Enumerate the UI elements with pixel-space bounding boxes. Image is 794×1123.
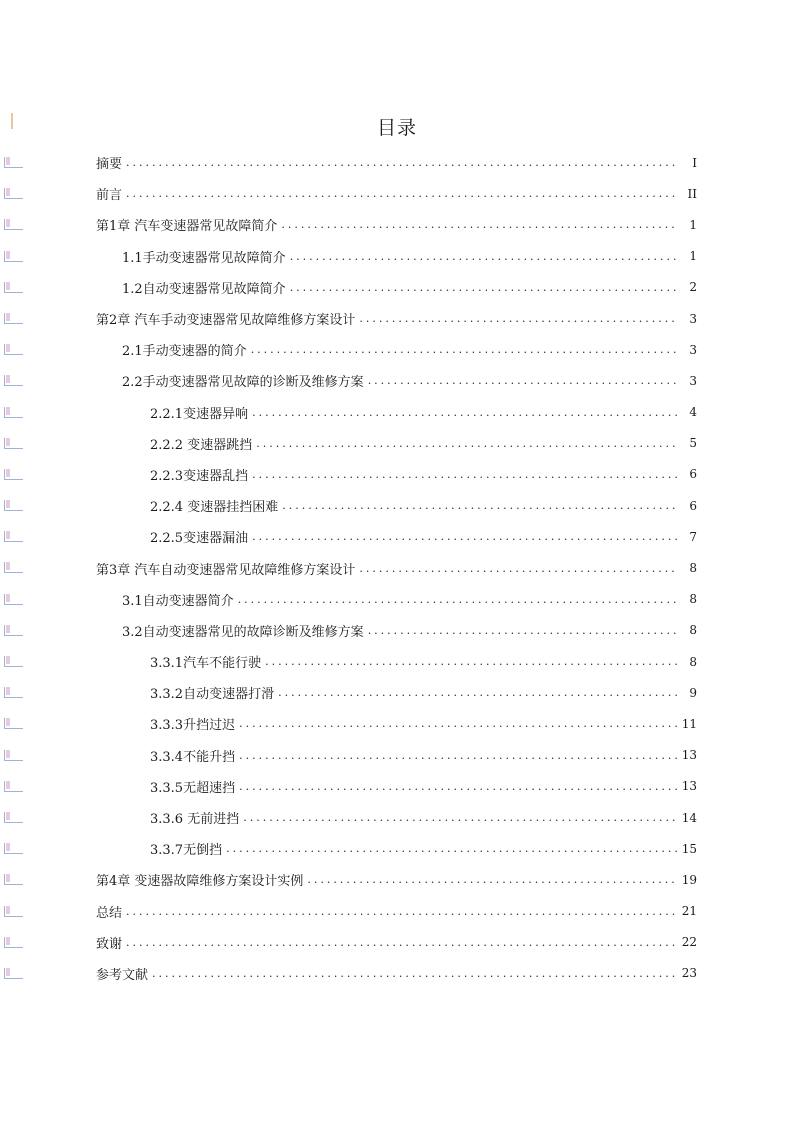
toc-leader-dots [126, 156, 677, 169]
toc-entry-label: 1.2自动变速器常见故障简介 [122, 281, 286, 297]
toc-entry[interactable] [0, 521, 794, 552]
toc-page-number: 7 [689, 529, 697, 544]
revision-marker-icon [4, 625, 23, 636]
toc-entry[interactable] [0, 209, 794, 240]
toc-entry-label: 第1章 汽车变速器常见故障简介 [96, 219, 278, 235]
revision-marker-icon [4, 531, 23, 542]
revision-marker-icon [4, 718, 23, 729]
revision-marker-icon [4, 687, 23, 698]
toc-entry[interactable] [0, 334, 794, 365]
toc-leader-dots [251, 343, 677, 356]
revision-marker-icon [4, 188, 23, 199]
toc-leader-dots [265, 655, 677, 668]
toc-page-number: 15 [681, 841, 697, 856]
revision-marker-icon [4, 469, 23, 480]
toc-leader-dots [368, 624, 677, 637]
toc-entry-label: 3.3.4不能升挡 [150, 749, 236, 765]
toc-entry[interactable] [0, 584, 794, 615]
toc-entry-label: 3.3.7无倒挡 [150, 843, 223, 859]
toc-page-number: 11 [681, 716, 697, 731]
toc-entry[interactable] [0, 708, 794, 739]
toc-entry-label: 2.2手动变速器常见故障的诊断及维修方案 [122, 375, 364, 391]
toc-leader-dots [307, 873, 677, 886]
toc-entry-label: 1.1手动变速器常见故障简介 [122, 250, 286, 266]
toc-page-number: 22 [681, 935, 697, 950]
toc-entry-label: 2.1手动变速器的简介 [122, 344, 247, 360]
toc-leader-dots [239, 780, 677, 793]
toc-entry[interactable] [0, 615, 794, 646]
toc-entry-label: 2.2.5变速器漏油 [150, 531, 249, 547]
toc-entry[interactable] [0, 147, 794, 178]
toc-leader-dots [290, 250, 677, 263]
toc-entry-label: 2.2.1变速器异响 [150, 406, 249, 422]
toc-entry-label: 前言 [96, 188, 123, 204]
toc-entry-label: 第2章 汽车手动变速器常见故障维修方案设计 [96, 313, 356, 329]
toc-entry[interactable] [0, 272, 794, 303]
toc-page-number: 5 [689, 436, 697, 451]
toc-entry[interactable] [0, 958, 794, 989]
revision-marker-icon [4, 438, 23, 449]
toc-leader-dots [281, 218, 677, 231]
toc-leader-dots [252, 468, 677, 481]
toc-entry[interactable] [0, 864, 794, 895]
toc-entry[interactable] [0, 802, 794, 833]
revision-marker-icon [4, 219, 23, 230]
revision-marker-icon [4, 968, 23, 979]
toc-page-number: 23 [681, 966, 697, 981]
toc-page-number: 2 [689, 280, 697, 295]
toc-page-number: 4 [689, 405, 697, 420]
revision-marker-icon [4, 282, 23, 293]
toc-leader-dots [282, 499, 677, 512]
toc-leader-dots [290, 281, 677, 294]
toc-page-number: 1 [689, 217, 697, 232]
toc-leader-dots [226, 842, 677, 855]
table-of-contents [0, 147, 794, 989]
toc-entry-label: 致谢 [96, 936, 123, 952]
revision-marker-icon [4, 874, 23, 885]
toc-page-number: 8 [689, 592, 697, 607]
revision-marker-icon [4, 781, 23, 792]
revision-marker-icon [4, 500, 23, 511]
toc-page-number: 8 [689, 623, 697, 638]
toc-entry[interactable] [0, 833, 794, 864]
toc-entry[interactable] [0, 740, 794, 771]
page-title: 目录 [376, 117, 417, 139]
revision-marker-icon [4, 407, 23, 418]
toc-entry[interactable] [0, 459, 794, 490]
toc-page-number: 3 [689, 311, 697, 326]
toc-leader-dots [368, 374, 677, 387]
toc-entry[interactable] [0, 646, 794, 677]
revision-marker-icon [4, 937, 23, 948]
revision-marker-icon [4, 344, 23, 355]
revision-marker-icon [4, 251, 23, 262]
toc-entry-label: 摘要 [96, 157, 123, 173]
revision-marker-icon [4, 594, 23, 605]
toc-page-number: II [687, 186, 697, 201]
toc-entry[interactable] [0, 896, 794, 927]
toc-leader-dots [252, 406, 677, 419]
toc-leader-dots [256, 437, 677, 450]
toc-entry-label: 2.2.3变速器乱挡 [150, 468, 249, 484]
toc-leader-dots [243, 811, 677, 824]
toc-entry[interactable] [0, 428, 794, 459]
toc-entry-label: 2.2.2 变速器跳挡 [150, 437, 253, 453]
revision-marker-icon [4, 562, 23, 573]
toc-leader-dots [126, 905, 677, 918]
toc-page-number: I [692, 155, 697, 170]
revision-marker-icon [4, 157, 23, 168]
toc-entry-label: 参考文献 [96, 967, 149, 983]
toc-entry-label: 3.1自动变速器简介 [122, 593, 234, 609]
toc-page-number: 3 [689, 342, 697, 357]
revision-marker-icon [4, 843, 23, 854]
toc-page-number: 21 [681, 904, 697, 919]
toc-leader-dots [252, 530, 677, 543]
toc-page-number: 14 [681, 810, 697, 825]
toc-entry-label: 3.3.5无超速挡 [150, 780, 236, 796]
toc-page-number: 1 [689, 249, 697, 264]
toc-entry[interactable] [0, 490, 794, 521]
toc-leader-dots [278, 686, 677, 699]
toc-leader-dots [238, 593, 677, 606]
toc-leader-dots [239, 749, 677, 762]
toc-leader-dots [152, 967, 677, 980]
toc-page-number: 8 [689, 561, 697, 576]
toc-leader-dots [359, 312, 677, 325]
toc-entry[interactable] [0, 397, 794, 428]
revision-marker-icon [4, 656, 23, 667]
toc-entry-label: 3.3.1汽车不能行驶 [150, 656, 262, 672]
toc-entry[interactable] [0, 552, 794, 583]
revision-marker-icon [4, 313, 23, 324]
toc-page-number: 9 [689, 685, 697, 700]
revision-marker-icon [4, 812, 23, 823]
toc-entry-label: 3.2自动变速器常见的故障诊断及维修方案 [122, 624, 364, 640]
toc-page-number: 6 [689, 498, 697, 513]
revision-marker-icon [4, 375, 23, 386]
toc-entry-label: 3.3.6 无前进挡 [150, 812, 240, 828]
toc-entry[interactable] [0, 303, 794, 334]
toc-entry[interactable] [0, 677, 794, 708]
toc-leader-dots [239, 717, 677, 730]
toc-page-number: 6 [689, 467, 697, 482]
toc-leader-dots [359, 562, 677, 575]
toc-page-number: 19 [681, 872, 697, 887]
toc-entry-label: 3.3.2自动变速器打滑 [150, 687, 275, 703]
toc-entry[interactable] [0, 927, 794, 958]
toc-entry-label: 3.3.3升挡过迟 [150, 718, 236, 734]
toc-page-number: 13 [681, 748, 697, 763]
revision-marker-icon [4, 750, 23, 761]
toc-entry[interactable] [0, 771, 794, 802]
toc-entry[interactable] [0, 241, 794, 272]
toc-entry-label: 总结 [96, 905, 123, 921]
toc-page-number: 13 [681, 779, 697, 794]
toc-page-number: 3 [689, 373, 697, 388]
toc-entry[interactable] [0, 365, 794, 396]
toc-entry-label: 第4章 变速器故障维修方案设计实例 [96, 874, 304, 890]
toc-entry[interactable] [0, 178, 794, 209]
toc-leader-dots [126, 187, 677, 200]
toc-page-number: 8 [689, 654, 697, 669]
toc-leader-dots [126, 936, 677, 949]
toc-entry-label: 2.2.4 变速器挂挡困难 [150, 500, 279, 516]
toc-entry-label: 第3章 汽车自动变速器常见故障维修方案设计 [96, 562, 356, 578]
revision-marker-icon [4, 906, 23, 917]
